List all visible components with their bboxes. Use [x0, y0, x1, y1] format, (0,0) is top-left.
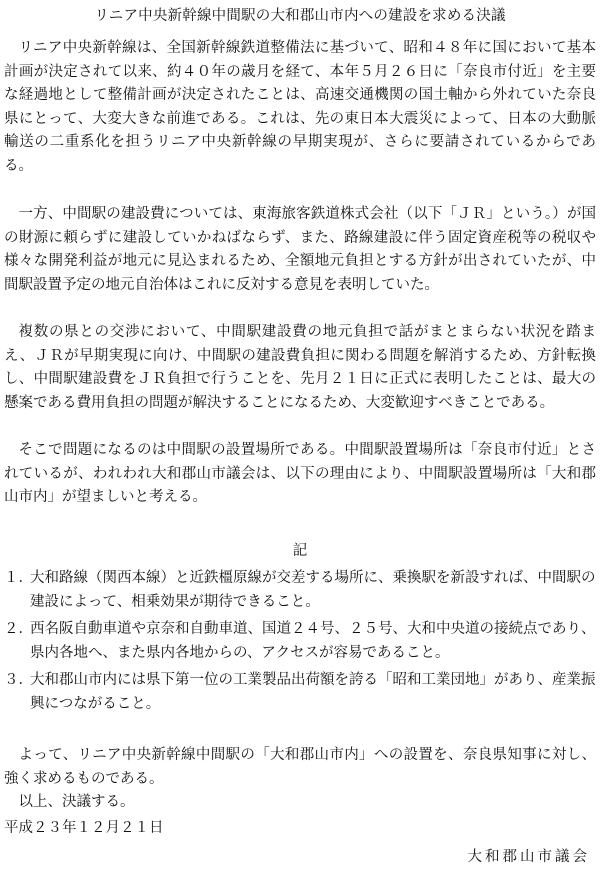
list-item [4, 618, 596, 665]
paragraph-station-location: そこで問題になるのは中間駅の設置場所である。中間駅設置場所は「奈良市付近」とされているが、われわれ大和郡山市議会は、以下の理由により、中間駅設置場所は「大和郡山市内」が望ましいと考える。 [4, 442, 596, 506]
paragraph-jr-policy: 複数の県との交渉において、中間駅建設費の地元負担で話がまとまらない状況を踏まえ、ＪＲが早期実現に向け、中間駅の建設費負担に関わる問題を解消するため、方針転換し、中間駅建設費をＪＲ負担で行うことを、先月２１日に正式に表明したことは、最大の懸案である費用負担の問題が解決することになるため、大変歓迎すべきことである。 [4, 324, 596, 411]
paragraph-construction-cost: 一方、中間駅の建設費については、東海旅客鉄道株式会社（以下「ＪＲ」という。）が国の財源に頼らずに建設していかねばならず、また、路線建設に伴う固定資産税等の税収や様々な開発利益が地元に見込まれるため、全額地元負担とする方針が出されていたが、中間駅設置予定の地元自治体はこれに反対する意見を表明していた。 [4, 206, 596, 293]
list-item-text: 西名阪自動車道や京奈和自動車道、国道２４号、２５号、大和中央道の接続点であり、県内各地へ、また県内各地からの、アクセスが容易であること。 [30, 621, 596, 661]
ki-heading: 記 [292, 543, 308, 559]
list-item-number: ２． [4, 621, 33, 638]
list-item [4, 567, 596, 614]
list-item-text: 大和路線（関西本線）と近鉄橿原線が交差する場所に、乗換駅を新設すれば、中間駅の建設によって、相乗効果が期待できること。 [30, 570, 596, 610]
council-signature: 大和郡山市議会 [467, 849, 590, 865]
list-item-number: ３． [4, 672, 33, 689]
list-item-text: 大和郡山市内には県下第一位の工業製品出荷額を誇る「昭和工業団地」があり、産業振興につながること。 [30, 672, 596, 712]
list-item-number: １． [4, 570, 33, 586]
resolution-date: 平成２３年１２月２１日 [4, 820, 164, 836]
reasons-list [4, 567, 596, 721]
resolution-statement: 以上、決議する。 [18, 794, 135, 810]
list-item [4, 669, 596, 716]
document-title: リニア中央新幹線中間駅の大和郡山市内への建設を求める決議 [94, 8, 506, 24]
closing-paragraph: よって、リニア中央新幹線中間駅の「大和郡山市内」への設置を、奈良県知事に対し、強く求めるものである。 [4, 747, 596, 787]
paragraph-background: リニア中央新幹線は、全国新幹線鉄道整備法に基づいて、昭和４８年に国において基本計画が決定されて以来、約４０年の歳月を経て、本年５月２６日に「奈良市付近」を主要な経過地として整備計画が決定されたことは、高速交通機関の国土軸から外れていた奈良県にとって、大変大きな前進である。これは、先の東日本大震災によって、日本の大動脈輸送の二重系化を担うリニア中央新幹線の早期実現が、さらに要請されているからである。 [4, 40, 596, 174]
